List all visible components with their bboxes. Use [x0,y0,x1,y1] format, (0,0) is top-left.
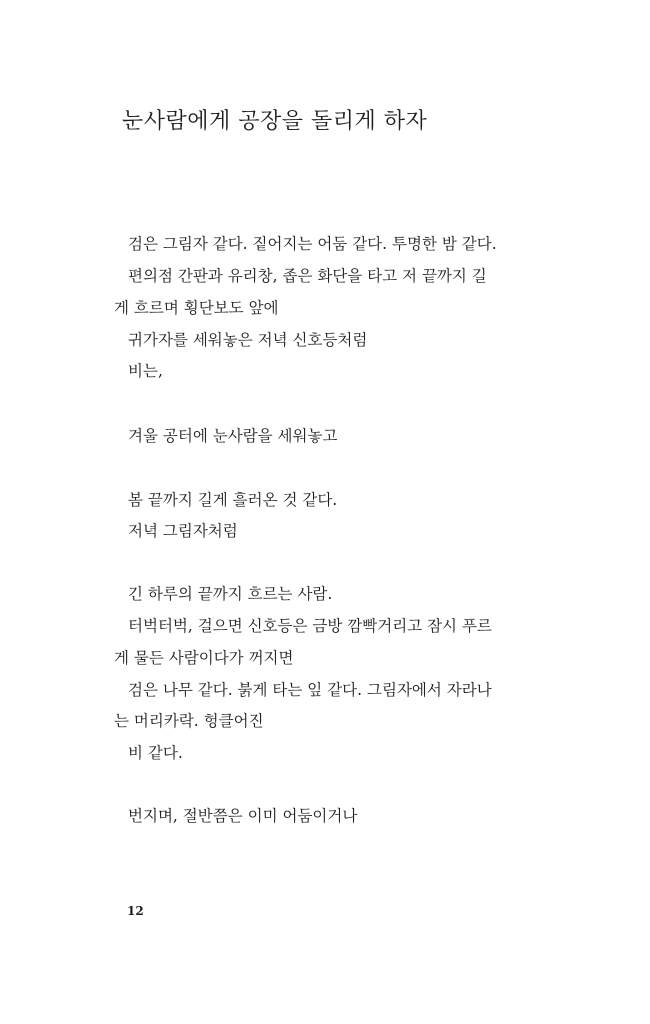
poem-line: 봄 끝까지 길게 흘러온 것 같다. [128,491,338,509]
poem-line: 비는, [128,362,163,380]
poem-line: 비 같다. [128,744,183,762]
page-number: 12 [127,904,144,918]
poem-line: 터벅터벅, 걸으면 신호등은 금방 깜빡거리고 잠시 푸르 [128,617,492,635]
poem-line: 겨울 공터에 눈사람을 세워놓고 [128,427,338,445]
poem-line: 귀가자를 세워놓은 저녁 신호등처럼 [128,331,368,349]
poem-line: 긴 하루의 끝까지 흐르는 사람. [128,585,333,603]
poem-line: 는 머리카락. 헝클어진 [114,712,264,730]
poem-line: 게 흐르며 횡단보도 앞에 [114,299,279,317]
poem-line: 검은 그림자 같다. 짙어지는 어둠 같다. 투명한 밤 같다. [128,235,497,253]
poem-line: 게 물든 사람이다가 꺼지면 [114,649,294,667]
poem-title: 눈사람에게 공장을 돌리게 하자 [122,109,428,134]
poem-line: 편의점 간판과 유리창, 좁은 화단을 타고 저 끝까지 길 [128,267,487,285]
poem-line: 번지며, 절반쯤은 이미 어둠이거나 [128,807,358,825]
poem-line: 저녁 그림자처럼 [128,522,238,540]
poem-line: 검은 나무 같다. 붉게 타는 잎 같다. 그림자에서 자라나 [128,681,492,699]
